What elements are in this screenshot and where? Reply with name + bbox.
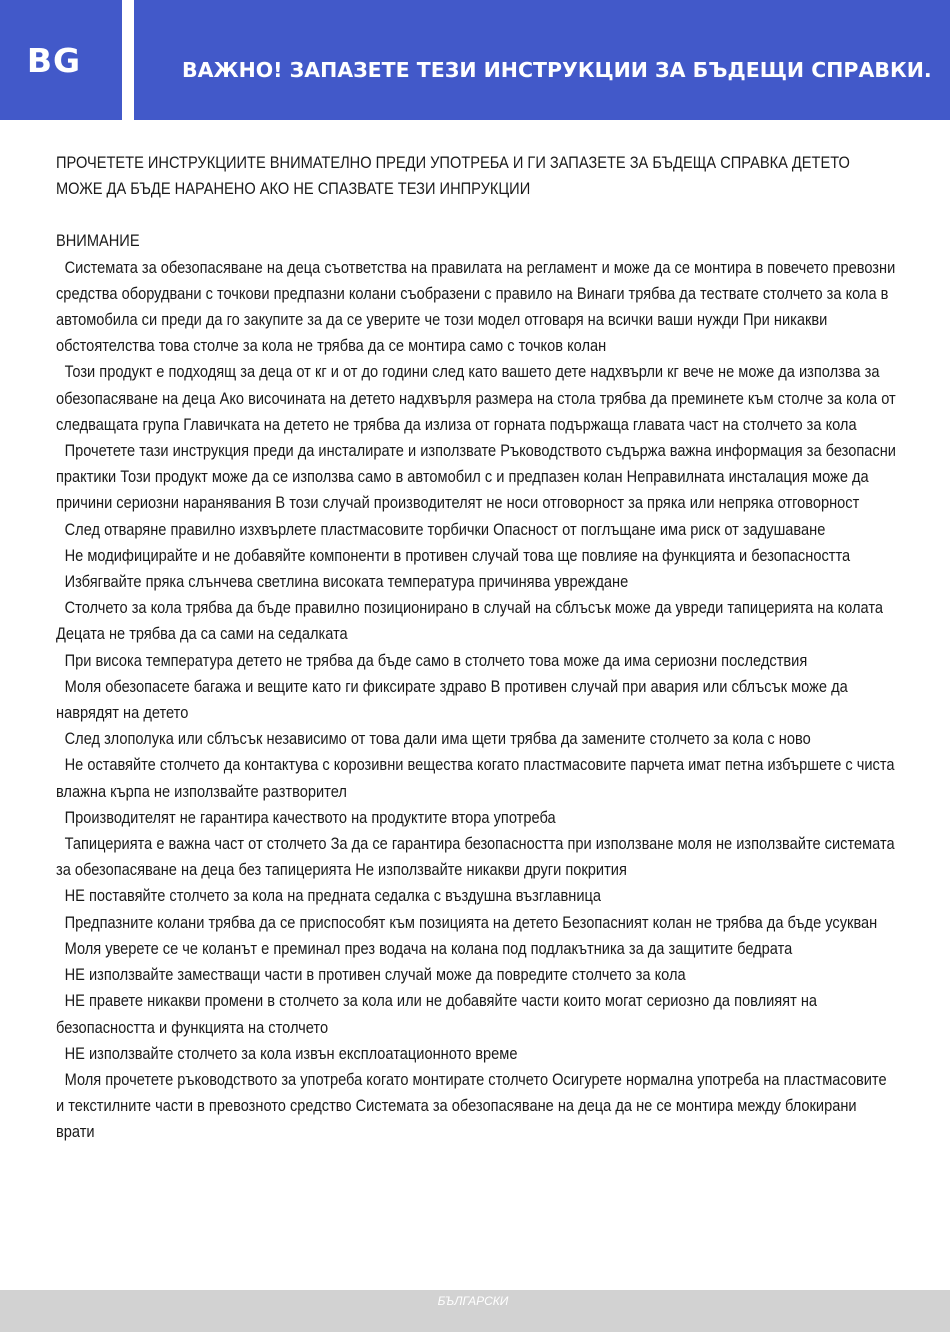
warning-item: НЕ използвайте заместващи части в противен случай може да повредите столчето за кола (64, 965, 686, 985)
warning-item: При висока температура детето не трябва да бъде само в столчето това може да има сериозни последствия (64, 650, 808, 670)
footer-language-label: БЪЛГАРСКИ (437, 1294, 509, 1308)
warning-heading: ВНИМАНИЕ (56, 231, 140, 251)
instructions-body (56, 150, 896, 1146)
page-title: ВАЖНО! ЗАПАЗЕТЕ ТЕЗИ ИНСТРУКЦИИ ЗА БЪДЕЩИ СПРАВКИ. (182, 58, 932, 82)
warning-item: НЕ използвайте столчето за кола извън експлоатационното време (64, 1043, 518, 1063)
warning-item: НЕ поставяйте столчето за кола на предната седалка с въздушна възглавница (64, 886, 602, 906)
warning-item: Производителят не гарантира качеството на продуктите втора употреба (64, 807, 556, 827)
warning-item: Системата за обезопасяване на деца съответства на правилата на регламент и може да се монтира в повечето превозни средства оборудвани с точкови предпазни колани съобразени с правило на Винаги трябва да тествате столчето за кола в автомобила си преди да го закупите за да се уверите че този модел отговаря на всички ваши нужди При никакви обстоятелства това столче за кола не трябва да се монтира само с точков колан (56, 257, 896, 356)
header-banner (134, 0, 950, 120)
warning-item: Този продукт е подходящ за деца от кг и от до години след като вашето дете надхвърли кг вече не може да използва за обезопасяване на деца Ако височината на детето надхвърля размера на стола трябва да преминете към столче за кола от следващата група Главичката на детето не трябва да излиза от горната подържаща главата част на столчето за кола (56, 362, 896, 434)
warning-item: Моля уверете се че коланът е преминал през водача на колана под подлакътника за да защитите бедрата (64, 938, 793, 958)
warning-list (56, 255, 896, 1146)
page-footer (0, 1290, 950, 1332)
warning-item: Избягвайте пряка слънчева светлина високата температура причинява увреждане (64, 572, 629, 592)
warning-item: След отваряне правилно изхвърлете пластмасовите торбички Опасност от поглъщане има риск от задушаване (64, 519, 826, 539)
warning-item: Тапицерията е важна част от столчето За да се гарантира безопасността при използване моля не използвайте системата за обезопасяване на деца без тапицерията Не използвайте никакви други покрития (56, 834, 895, 880)
warning-item: Прочетете тази инструкция преди да инсталирате и използвате Ръководството съдържа важна информация за безопасни практики Този продукт може да се използва само в автомобил с и предпазен колан Неправилната инсталация може да причини сериозни наранявания В този случай производителят не носи отговорност за пряка или непряка отговорност (56, 441, 896, 513)
warning-item: Столчето за кола трябва да бъде правилно позиционирано в случай на сблъсък може да увреди тапицерията на колата Децата не трябва да са сами на седалката (56, 598, 883, 644)
warning-item: Предпазните колани трябва да се приспособят към позицията на детето Безопасният колан не трябва да бъде усукван (64, 912, 878, 932)
language-badge (0, 0, 122, 120)
warning-item: НЕ правете никакви промени в столчето за кола или не добавяйте части които могат сериозно да повлияят на безопасността и функцията на столчето (56, 991, 818, 1037)
warning-item: Моля обезопасете багажа и вещите като ги фиксирате здраво В противен случай при авария или сблъсък може да наврядят на детето (56, 676, 848, 723)
warning-item: Не модифицирайте и не добавяйте компоненти в противен случай това ще повлияе на функцията и безопасността (64, 545, 851, 565)
intro-paragraph: ПРОЧЕТЕТЕ ИНСТРУКЦИИТЕ ВНИМАТЕЛНО ПРЕДИ УПОТРЕБА И ГИ ЗАПАЗЕТЕ ЗА БЪДЕЩА СПРАВКА ДЕТЕТО МОЖЕ ДА БЪДЕ НАРАНЕНО АКО НЕ СПАЗВАТЕ ТЕЗИ ИНПРУКЦИИ (56, 153, 850, 199)
page-header (0, 0, 950, 120)
warning-item: След злополука или сблъсък независимо от това дали има щети трябва да замените столчето за кола с ново (64, 729, 811, 749)
warning-item: Не оставяйте столчето да контактува с корозивни вещества когато пластмасовите парчета имат петна избършете с чиста влажна кърпа не използвайте разтворител (56, 755, 895, 801)
warning-item: Моля прочетете ръководството за употреба когато монтирате столчето Осигурете нормална употреба на пластмасовите и текстилните части в превозното средство Системата за обезопасяване на деца да не се монтира между блокирани врати (56, 1069, 887, 1142)
language-code: BG (26, 40, 82, 80)
